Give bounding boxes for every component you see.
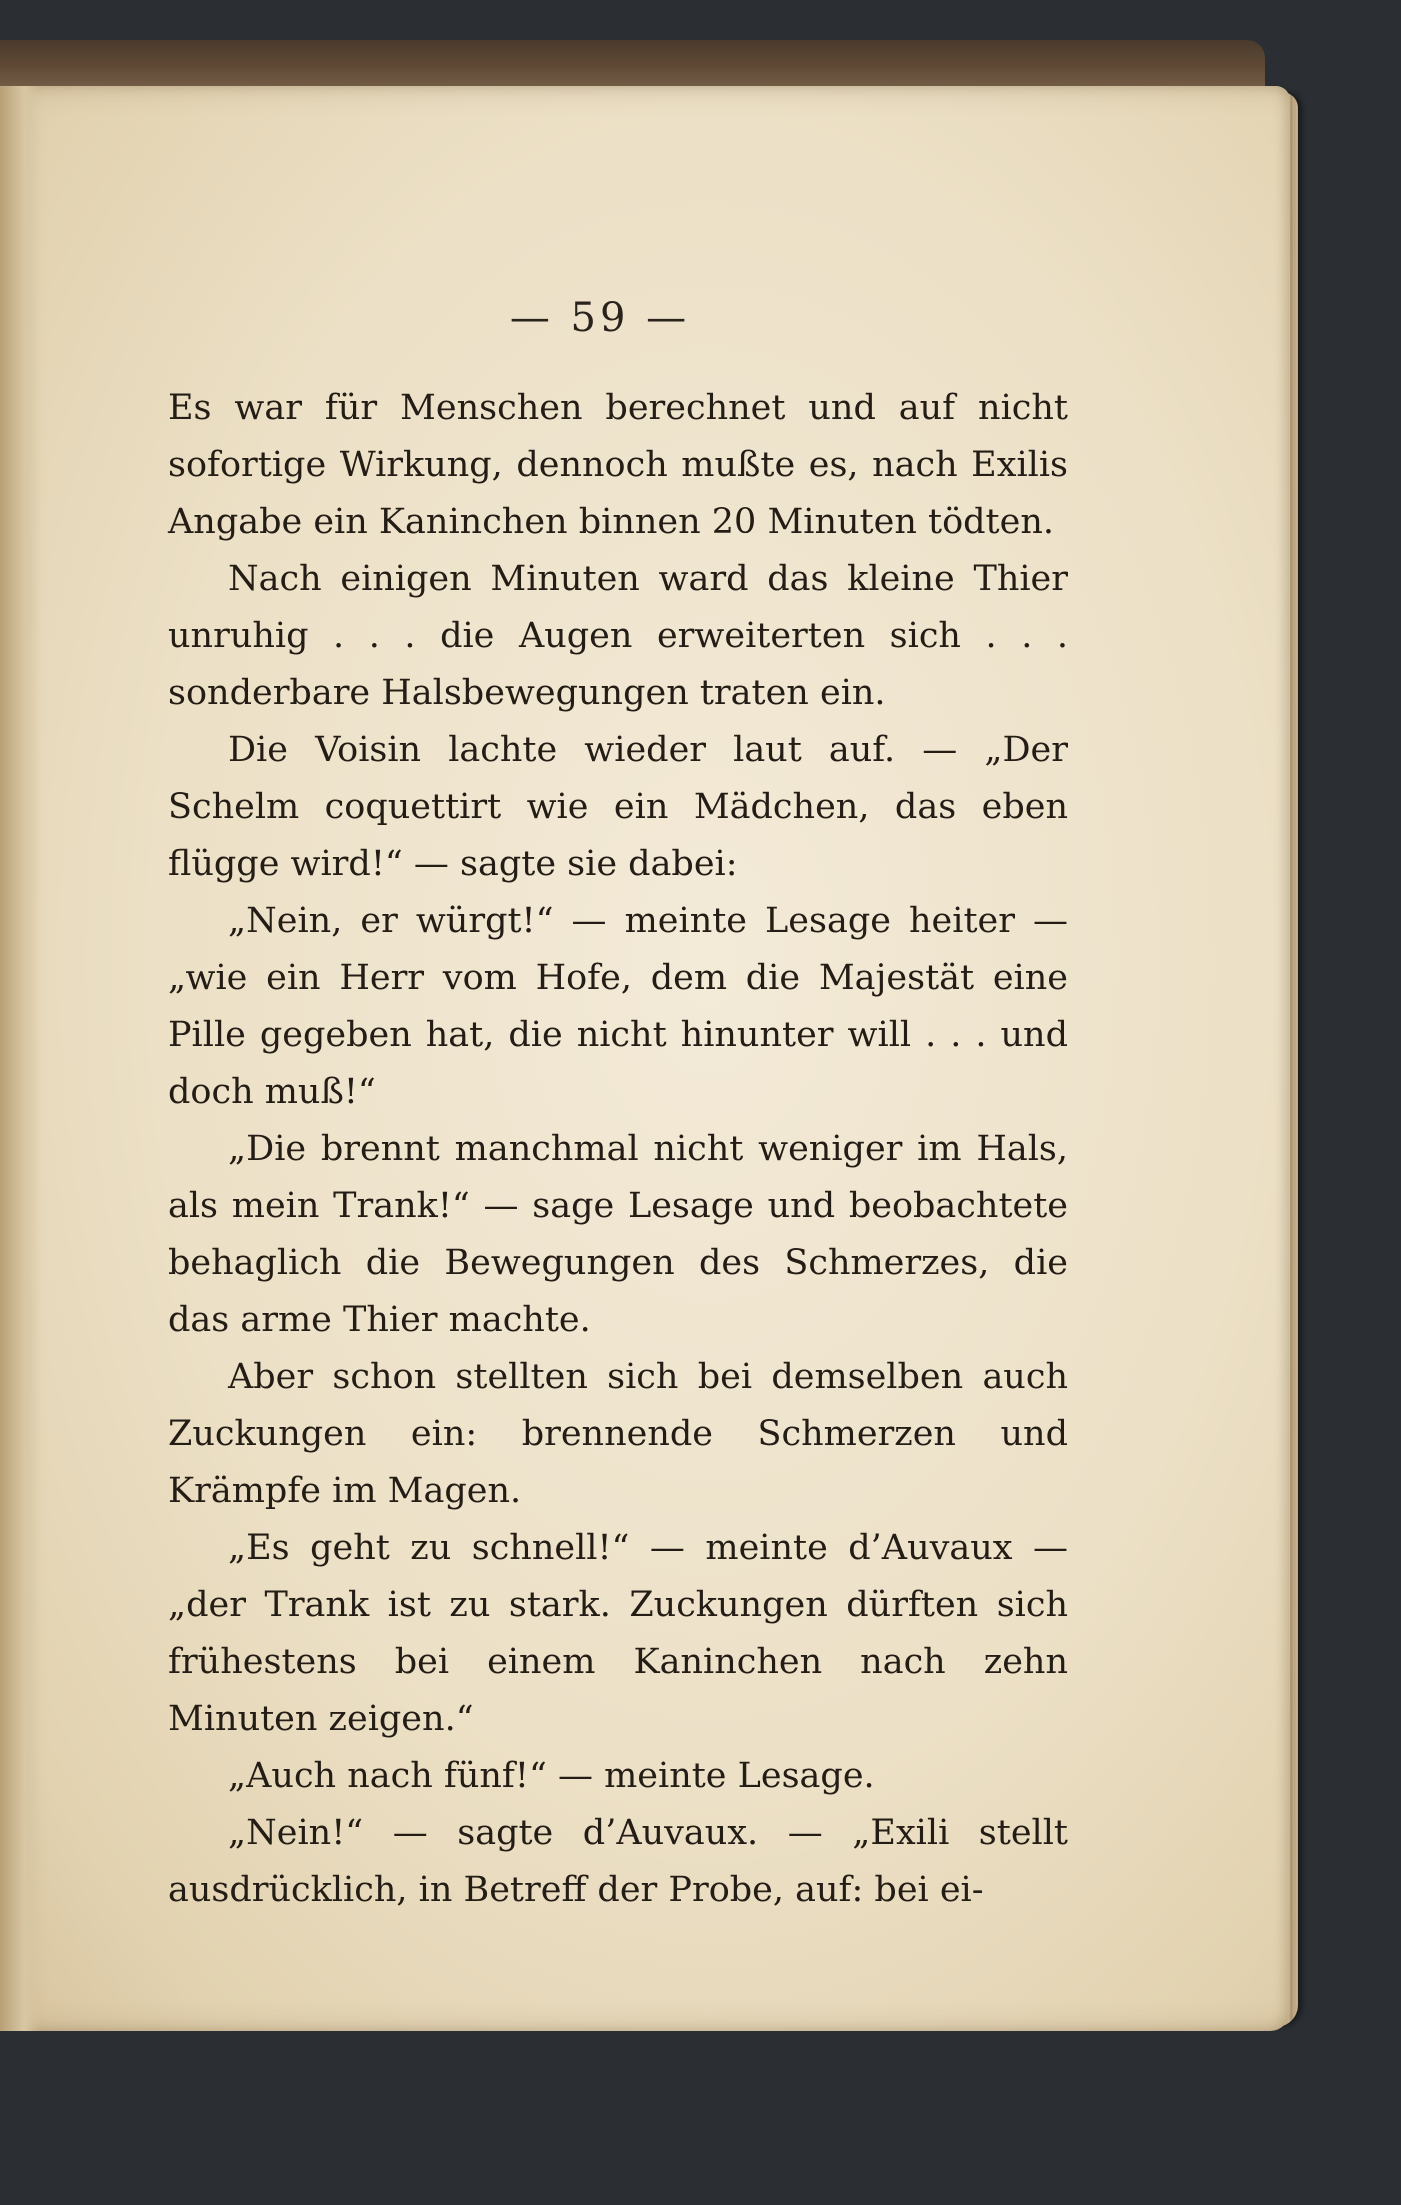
- binding-gutter: [0, 86, 40, 2031]
- paragraph-2: Nach einigen Minuten ward das kleine Thier unruhig . . . die Augen erweiterten sich . . . sonderbare Halsbewegungen traten ein.: [168, 559, 1068, 713]
- paragraph-9: „Nein!“ — sagte d’Auvaux. — „Exili stellt ausdrücklich, in Betreff der Probe, auf: bei ei-: [168, 1813, 1068, 1910]
- body-text: [168, 380, 1068, 1919]
- page-number: — 59 —: [509, 295, 691, 341]
- paragraph-4: „Nein, er würgt!“ — meinte Lesage heiter — „wie ein Herr vom Hofe, dem die Majestät eine Pille gegeben hat, die nicht hinunter will . . . und doch muß!“: [168, 901, 1068, 1112]
- paragraph-8: „Auch nach fünf!“ — meinte Lesage.: [228, 1756, 875, 1796]
- paragraph-6: Aber schon stellten sich bei demselben auch Zuckungen ein: brennende Schmerzen und Krämpfe im Magen.: [168, 1357, 1068, 1511]
- paragraph-7: „Es geht zu schnell!“ — meinte d’Auvaux — „der Trank ist zu stark. Zuckungen dürften sich frühestens bei einem Kaninchen nach zehn Minuten zeigen.“: [168, 1528, 1068, 1739]
- paragraph-1: Es war für Menschen berechnet und auf nicht sofortige Wirkung, dennoch mußte es, nach Exilis Angabe ein Kaninchen binnen 20 Minuten tödten.: [168, 388, 1068, 542]
- paragraph-5: „Die brennt manchmal nicht weniger im Hals, als mein Trank!“ — sage Lesage und beobachtete behaglich die Bewegungen des Schmerzes, die das arme Thier machte.: [168, 1129, 1068, 1340]
- paragraph-3: Die Voisin lachte wieder laut auf. — „Der Schelm coquettirt wie ein Mädchen, das eben flügge wird!“ — sagte sie dabei:: [168, 730, 1068, 884]
